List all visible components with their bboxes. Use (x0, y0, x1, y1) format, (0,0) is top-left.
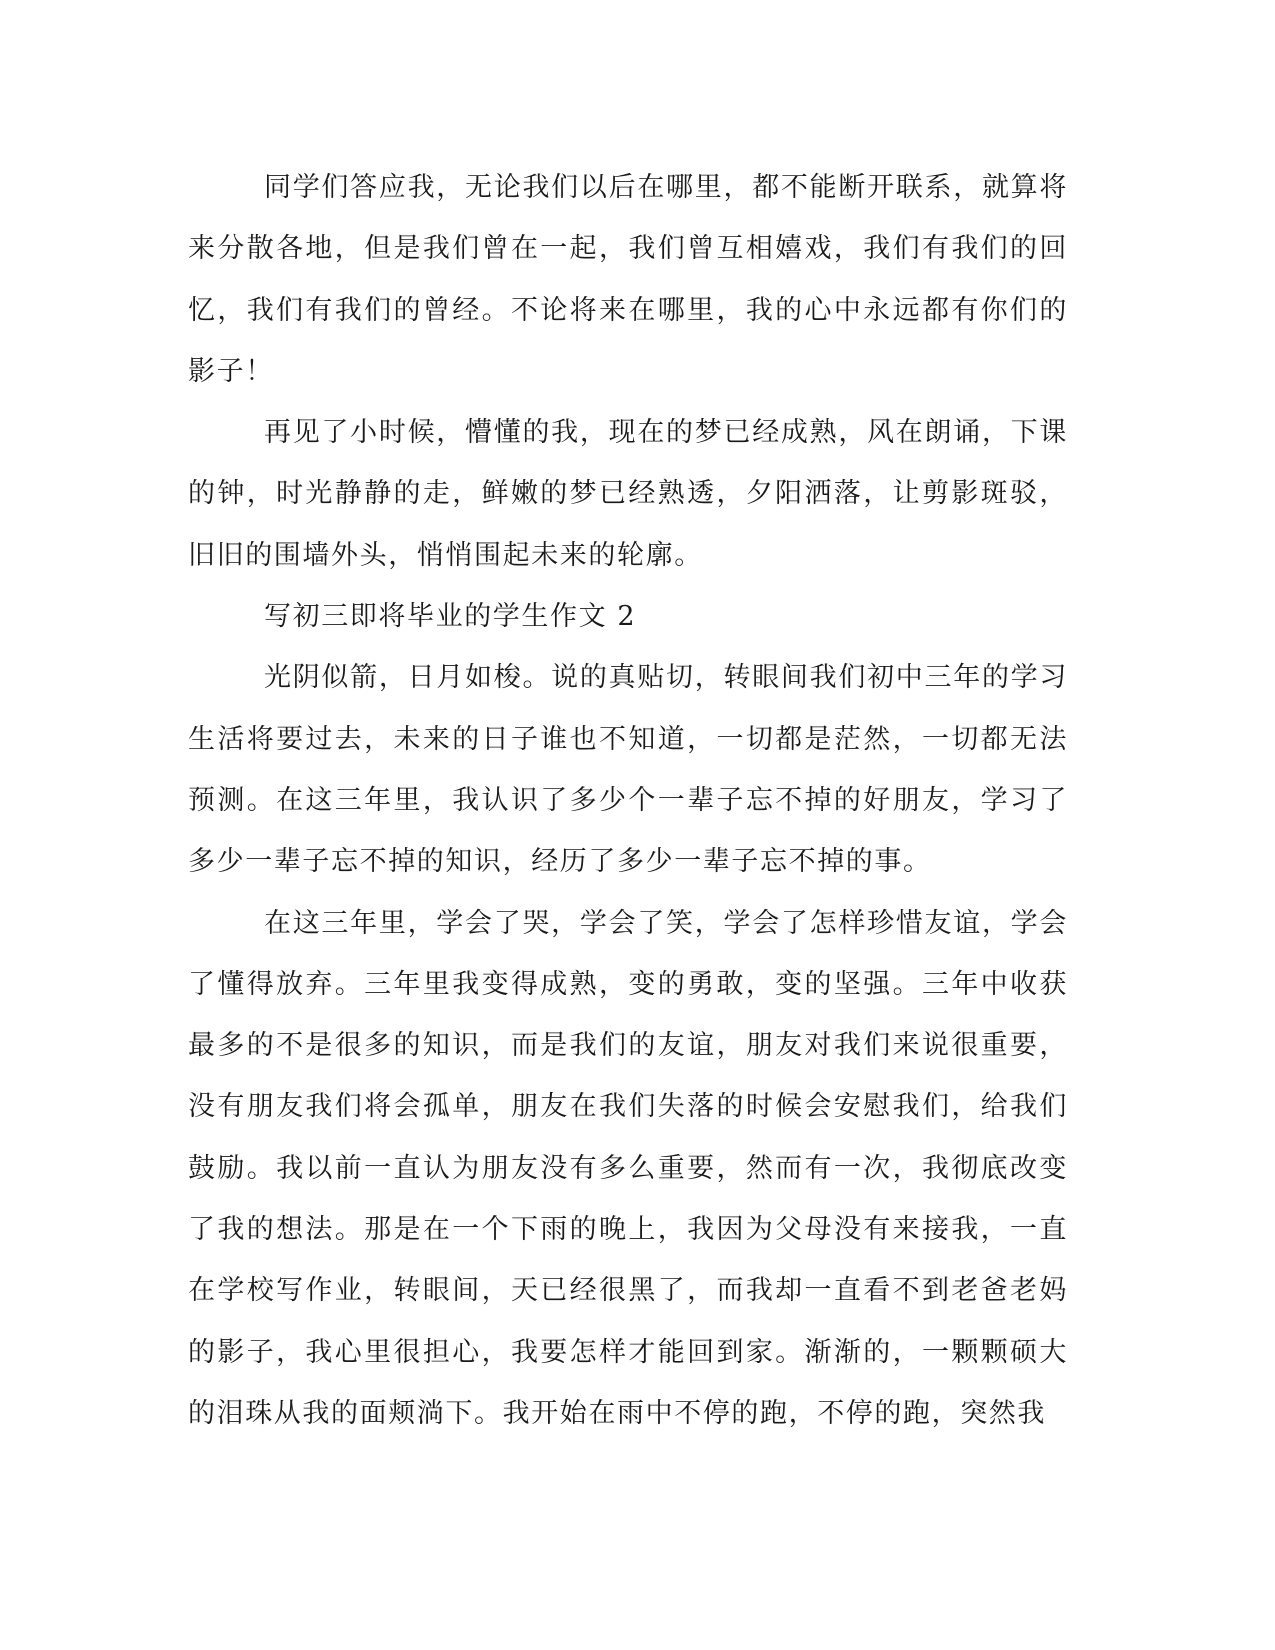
paragraph-farewell: 再见了小时候，懵懂的我，现在的梦已经成熟，风在朗诵，下课的钟，时光静静的走，鲜嫩的梦已经熟透，夕阳洒落，让剪影斑驳，旧旧的围墙外头，悄悄围起未来的轮廓。 (188, 417, 1068, 571)
section-title: 写初三即将毕业的学生作文 2 (264, 601, 637, 633)
paragraph-promise: 同学们答应我，无论我们以后在哪里，都不能断开联系，就算将来分散各地，但是我们曾在一起，我们曾互相嬉戏，我们有我们的回忆，我们有我们的曾经。不论将来在哪里，我的心中永远都有你们的影子！ (188, 172, 1068, 387)
document-body (188, 157, 1068, 1444)
paragraph-time-flies: 光阴似箭，日月如梭。说的真贴切，转眼间我们初中三年的学习生活将要过去，未来的日子谁也不知道，一切都是茫然，一切都无法预测。在这三年里，我认识了多少个一辈子忘不掉的好朋友，学习了多少一辈子忘不掉的知识，经历了多少一辈子忘不掉的事。 (188, 662, 1068, 878)
paragraph-three-years: 在这三年里，学会了哭，学会了笑，学会了怎样珍惜友谊，学会了懂得放弃。三年里我变得成熟，变的勇敢，变的坚强。三年中收获最多的不是很多的知识，而是我们的友谊，朋友对我们来说很重要，没有朋友我们将会孤单，朋友在我们失落的时候会安慰我们，给我们鼓励。我以前一直认为朋友没有多么重要，然而有一次，我彻底改变了我的想法。那是在一个下雨的晚上，我因为父母没有来接我，一直在学校写作业，转眼间，天已经很黑了，而我却一直看不到老爸老妈的影子，我心里很担心，我要怎样才能回到家。渐渐的，一颗颗硕大的泪珠从我的面颊淌下。我开始在雨中不停的跑，不停的跑，突然我 (188, 907, 1068, 1429)
